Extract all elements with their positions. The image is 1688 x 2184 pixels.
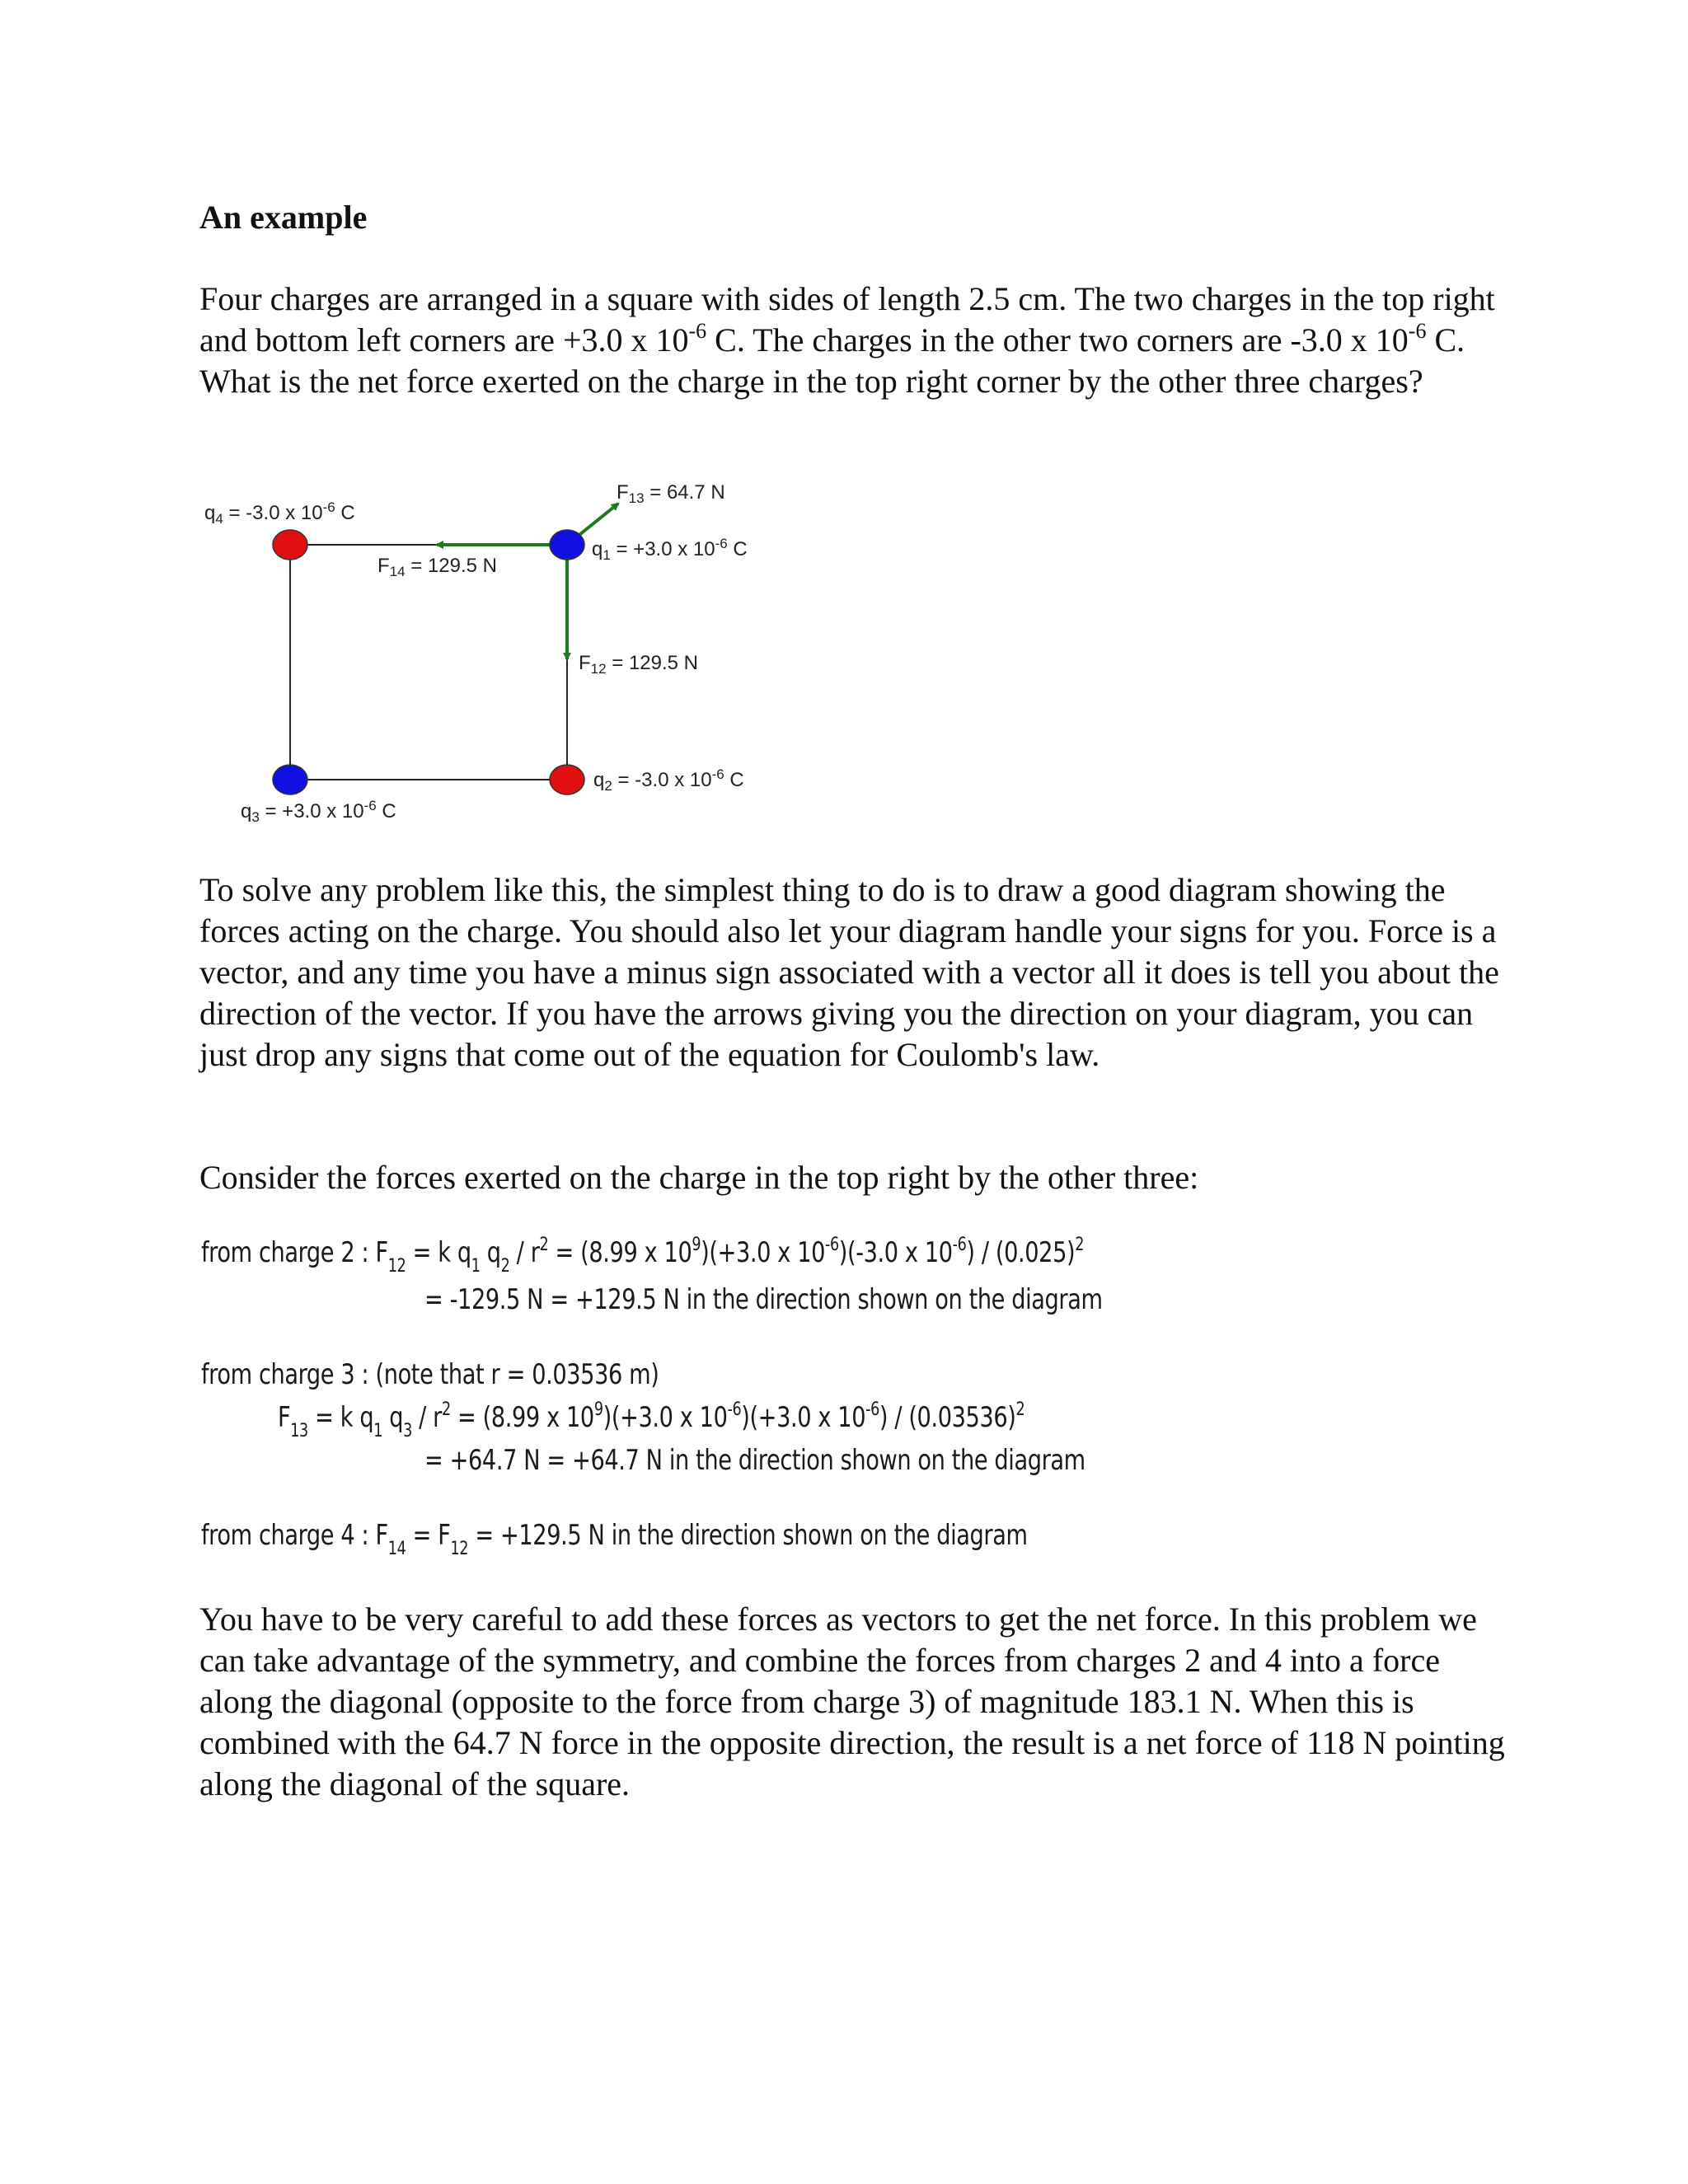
equation-charge2-line2: = -129.5 N = +129.5 N in the direction shown on the diagram	[424, 1283, 1103, 1316]
charge-q4-dot	[273, 530, 307, 560]
label-q1: $q_1 = +3.0$ x $10^{-6}$ C	[592, 536, 748, 563]
equation-charge2-line1: from charge 2 : $F_{12} = k$ $q_1$ $q_2 / r^2 = (8.99$ x $10^9)(+3.0$ x $10^{-6})(-3.0$ x $10^{-6}) / (0.025)^2$	[201, 1234, 1084, 1277]
equation-charge3-line3: = +64.7 N = +64.7 N in the direction shown on the diagram	[424, 1444, 1085, 1477]
problem-statement: Four charges are arranged in a square with sides of length 2.5 cm. The two charges in the top right and bottom left corners are +3.0 x $10^{-6}$ C. The charges in the other two corners are -3.0 x $10^{-6}$ C. What is the net force exerted on the charge in the top right corner by the other three charges?	[199, 280, 1495, 400]
label-f14: $F_{14} = 129.5$ N	[377, 555, 498, 579]
paragraph-method: To solve any problem like this, the simplest thing to do is to draw a good diagram showing the forces acting on the charge. You should also let your diagram handle your signs for you. Force is a vector, and any time you have a minus sign associated with a vector all it does is tell you about the direction of the vector. If you have the arrows giving you the direction on your diagram, you can just drop any signs that come out of the equation for Coulomb's law.	[199, 871, 1499, 1073]
paragraph-consider: Consider the forces exerted on the charge in the top right by the other three:	[199, 1159, 1199, 1196]
charge-square-diagram	[190, 470, 816, 832]
equation-charge3-line2: $F_{13} = k$ $q_1$ $q_3 / r^2 = (8.99$ x $10^9)(+3.0$ x $10^{-6})(+3.0$ x $10^{-6}) / (0.03536)^2$	[278, 1399, 1025, 1441]
charge-q3-dot	[273, 765, 307, 794]
label-q3: $q_3 = +3.0$ x $10^{-6}$ C	[241, 798, 396, 825]
charge-q2-dot	[550, 765, 584, 794]
label-q2: $q_2 = -3.0$ x $10^{-6}$ C	[593, 766, 744, 794]
page-heading: An example	[199, 199, 368, 236]
equation-charge3-line1: from charge 3 : (note that r = 0.03536 m)	[201, 1358, 659, 1391]
label-q4: $q_4 = -3.0$ x $10^{-6}$ C	[204, 499, 355, 527]
label-f12: $F_{12} = 129.5$ N	[579, 652, 699, 677]
label-f13: $F_{13} = 64.7$ N	[617, 481, 725, 506]
equation-charge4-line1: from charge 4 : $F_{14} = F_{12} = +129.5$ N in the direction shown on the diagram	[201, 1519, 1028, 1559]
charge-q1-dot	[550, 530, 584, 560]
square-sides	[290, 545, 567, 780]
paragraph-conclusion: You have to be very careful to add these forces as vectors to get the net force. In this problem we can take advantage of the symmetry, and combine the forces from charges 2 and 4 into a force along the diagonal (opposite to the force from charge 3) of magnitude 183.1 N. When this is combined with the 64.7 N force in the opposite direction, the result is a net force of 118 N pointing along the diagonal of the square.	[199, 1601, 1505, 1802]
